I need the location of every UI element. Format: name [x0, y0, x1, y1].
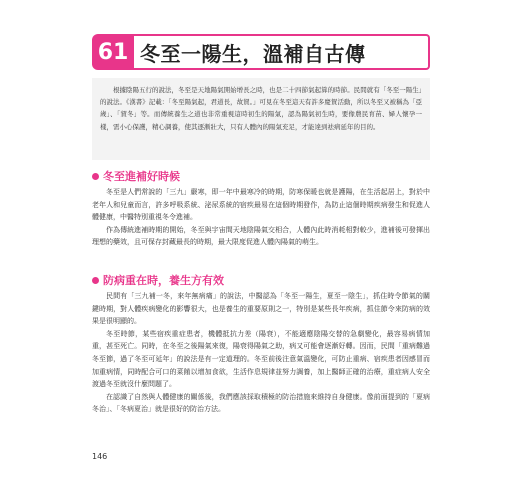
paragraph: 冬至時節，某些宿疾重症患者，機體抵抗力差（陽衰），不能適應陰陽交替的急劇變化，最容易病情加重，甚至死亡。同時，在冬至之後陽氣來復，陽衰得陽氣之助，病又可能會逐漸好轉。因而，民間「重病難過冬至節，過了冬至可延年」的說法是有一定道理的。冬至前後注意氣溫變化，可防止重病、宿疾患者因感冒而加重病情，同時配合可口的菜餚以增加食欲，生活作息規律並努力調養，加上醫師正確的治療，重症病人安全渡過冬至就沒什麼問題了。: [92, 329, 430, 389]
bullet-icon: [92, 277, 99, 284]
section-heading-2: [92, 272, 224, 288]
section-heading-text: 防病重在時，養生方有效: [103, 274, 224, 287]
intro-paragraph: 根據陰陽五行的說法，冬至是天地陽氣開始增長之時，也是二十四節氣起算的時節。民間就有「冬至一陽生」的說法。《漢書》記載：「冬至陽氣起，君道長，故賀。」可見在冬至這天有許多慶賀活動，所以冬至又被稱為「亞歲」、「賀冬」等。而傳統養生之道也非常重視這時初生的陽氣，認為陽氣初生時，要像農民育苗、婦人懷孕一樣，需小心保護，精心調養，使其逐漸壯大，只有人體內的陽氣充足，才能達到祛病延年的目的。: [100, 86, 422, 131]
paragraph: 民間有「三九補一冬，來年無病痛」的說法，中醫認為「冬至一陽生，夏至一陰生」，抓住時令節氣的關鍵時期，對人體疾病變化的影響很大，也是養生的重要原則之一，特別是某些長年疾病，抓住節令來防病的效果是很明顯的。: [92, 292, 430, 326]
section-heading-1: [92, 168, 180, 184]
intro-box: [92, 78, 430, 160]
chapter-title: 冬至一陽生，溫補自古傳: [140, 41, 366, 66]
page-number: 146: [92, 452, 108, 461]
section-heading-text: 冬至進補好時候: [103, 170, 180, 183]
paragraph: 冬至是人們常說的「三九」嚴寒，即一年中最寒冷的時期，防寒保暖也就是護陽，在生活起居上，對於中老年人和兒童而言，許多呼吸系統、泌尿系統的宿疾最易在這個時期發作，為防止這個時期疾病發生和促進人體健康，中醫特別重視冬令進補。: [92, 188, 430, 222]
chapter-title-banner: [92, 34, 430, 70]
chapter-number: 61: [97, 39, 129, 65]
paragraph: 在認識了自然與人體健康的關係後，我們應該採取積極的防治措施來維持自身健康。像前面提到的「夏病冬治」、「冬病夏治」就是很好的防治方法。: [92, 392, 430, 414]
chapter-number-badge: [92, 34, 134, 70]
paragraph: 作為傳統進補時期的開始，冬至與宇宙間天地陰陽氣交相合，人體內此時消耗相對較少，進補後可發揮出理想的藥效，且可保存封藏最長的時期，最大限度促進人體內陽氣的萌生。: [92, 225, 430, 247]
chapter-title-box: [134, 34, 430, 70]
section-body-2: [92, 290, 430, 416]
bullet-icon: [92, 173, 99, 180]
section-body-1: [92, 186, 430, 249]
